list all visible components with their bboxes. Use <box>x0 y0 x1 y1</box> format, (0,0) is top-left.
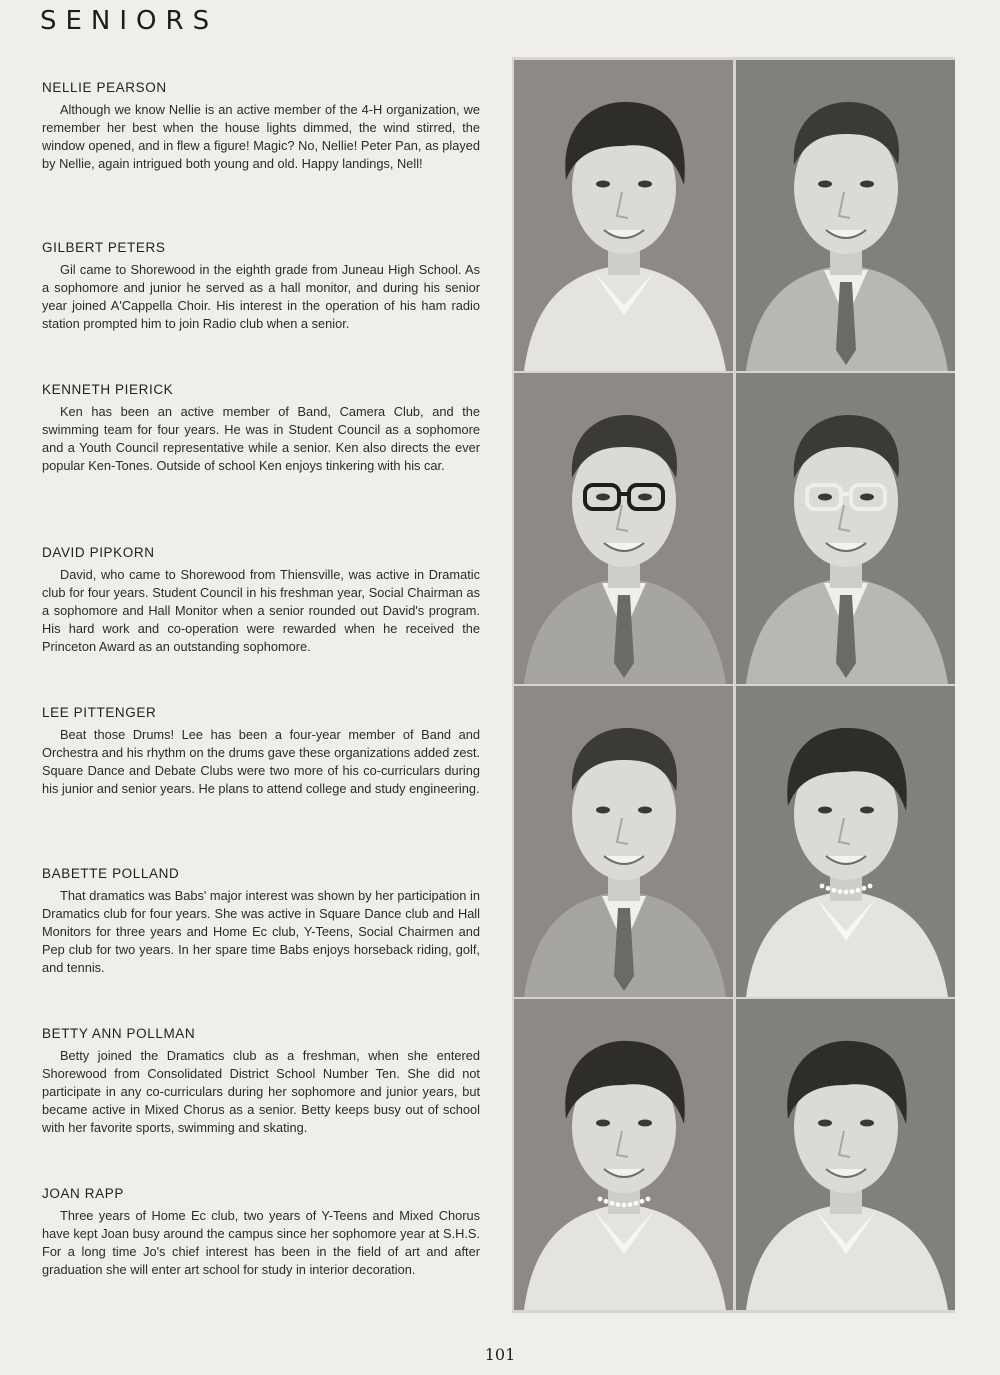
portrait-photo <box>514 60 733 371</box>
portrait-lee-pittenger <box>514 686 733 997</box>
portrait-photo <box>514 999 733 1310</box>
portrait-joan-rapp <box>736 999 955 1310</box>
portrait-photo <box>736 373 955 684</box>
bio-entry-betty-ann-pollman <box>42 1026 480 1137</box>
portrait-photo <box>736 999 955 1310</box>
portrait-photo <box>514 686 733 997</box>
senior-bio: That dramatics was Babs' major interest was shown by her participation in Dramatics club for four years. She was active in Square Dance club and Hall Monitors for three years and Home Ec club, Y-Teens, Social Chairmen and Pep club for two years. In her spare time Babs enjoys horseback riding, golf, and tennis. <box>42 888 480 975</box>
page-header: SENIORS <box>40 6 219 36</box>
portrait-kenneth-pierick <box>514 373 733 684</box>
senior-name: DAVID PIPKORN <box>42 545 155 560</box>
senior-bio: Three years of Home Ec club, two years of Y-Teens and Mixed Chorus have kept Joan busy around the campus since her sophomore year at S.H.S. For a long time Jo's chief interest has been in the field of art and after graduation she will enter art school for study in interior decoration. <box>42 1208 480 1277</box>
portrait-photo <box>736 60 955 371</box>
bio-entry-joan-rapp <box>42 1186 480 1279</box>
senior-name: NELLIE PEARSON <box>42 80 167 95</box>
bio-entry-gilbert-peters <box>42 240 480 333</box>
senior-name: BETTY ANN POLLMAN <box>42 1026 196 1041</box>
senior-bio: Although we know Nellie is an active member of the 4-H organization, we remember her best when the house lights dimmed, the wind stirred, the window opened, and in flew a figure! Magic? No, Nellie! Peter Pan, as played by Nellie, again intrigued both young and old. Happy landings, Nell! <box>42 102 480 171</box>
portrait-babette-polland <box>736 686 955 997</box>
portrait-gilbert-peters <box>736 60 955 371</box>
senior-name: GILBERT PETERS <box>42 240 166 255</box>
portrait-grid <box>512 57 955 1313</box>
senior-name: BABETTE POLLAND <box>42 866 180 881</box>
portrait-photo <box>514 373 733 684</box>
senior-name: KENNETH PIERICK <box>42 382 174 397</box>
bio-entry-lee-pittenger <box>42 705 480 798</box>
portrait-nellie-pearson <box>514 60 733 371</box>
senior-bio: Betty joined the Dramatics club as a freshman, when she entered Shorewood from Consolidated District School Number Ten. She did not participate in any co-curriculars during her sophomore and junior years, but became active in Mixed Chorus as a senior. Betty keeps busy out of school with her favorite sports, swimming and skating. <box>42 1048 480 1135</box>
bio-entry-nellie-pearson <box>42 80 480 173</box>
senior-bio: Ken has been an active member of Band, Camera Club, and the swimming team for four years. He was in Student Council as a sophomore and a Youth Council representative while a senior. Ken also directs the ever popular Ken-Tones. Outside of school Ken enjoys tinkering with his car. <box>42 404 480 473</box>
senior-bio: Gil came to Shorewood in the eighth grade from Juneau High School. As a sophomore and junior he served as a hall monitor, and during his senior year joined A'Cappella Choir. His interest in the operation of his ham radio station prompted him to join Radio club when a senior. <box>42 262 480 331</box>
senior-name: JOAN RAPP <box>42 1186 124 1201</box>
portrait-betty-ann-pollman <box>514 999 733 1310</box>
portrait-david-pipkorn <box>736 373 955 684</box>
portrait-photo <box>736 686 955 997</box>
senior-bio: Beat those Drums! Lee has been a four-year member of Band and Orchestra and his rhythm on the drums gave these organizations added zest. Square Dance and Debate Clubs were two more of his co-curriculars during his junior and senior years. He plans to attend college and study engineering. <box>42 727 480 796</box>
senior-name: LEE PITTENGER <box>42 705 157 720</box>
senior-bio: David, who came to Shorewood from Thiensville, was active in Dramatic club for four years. Student Council in his freshman year, Social Chairman as a sophomore and Hall Monitor when a senior rounded out David's program. His hard work and co-operation were rewarded when he received the Princeton Award as an outstanding sophomore. <box>42 567 480 654</box>
page-number: 101 <box>484 1345 516 1364</box>
bio-entry-babette-polland <box>42 866 480 977</box>
bio-entry-kenneth-pierick <box>42 382 480 475</box>
bio-entry-david-pipkorn <box>42 545 480 656</box>
